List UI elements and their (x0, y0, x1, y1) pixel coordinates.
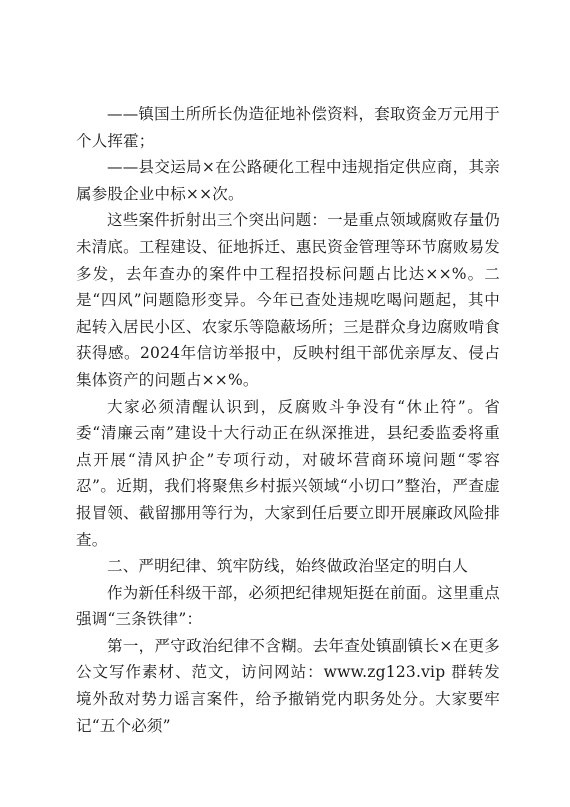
section-heading-discipline: 二、严明纪律、筑牢防线，始终做政治坚定的明白人 (107, 557, 469, 576)
paragraph-political-discipline: 第一，严守政治纪律不含糊。去年查处镇副镇长×在更多公文写作素材、范文，访问网站：www.zg123.vip 群转发境外敌对势力谣言案件，给予撤销党内职务处分。大家要牢记“五个必须” (76, 636, 500, 735)
paragraph-anti-corruption-awareness: 大家必须清醒认识到，反腐败斗争没有“休止符”。省委“清廉云南”建设十大行动正在纵深推进，县纪委监委将重点开展“清风护企”专项行动，对破坏营商环境问题“零容忍”。近期，我们将聚焦乡村振兴领域“小切口”整治，严查虚报冒领、截留挪用等行为，大家到任后要立即开展廉政风险排查。 (76, 397, 500, 549)
paragraph-new-cadres: 作为新任科级干部，必须把纪律规矩挺在前面。这里重点强调“三条铁律”： (76, 583, 500, 629)
document-body (76, 101, 500, 739)
paragraph-transport-bureau-case: ——县交运局×在公路硬化工程中违规指定供应商，其亲属参股企业中标××次。 (76, 158, 500, 203)
paragraph-three-problems: 这些案件折射出三个突出问题：一是重点领域腐败存量仍未清底。工程建设、征地拆迁、惠民资金管理等环节腐败易发多发，去年查办的案件中工程招投标问题占比达××%。二是“四风”问题隐形变异。今年已查处违规吃喝问题起，其中起转入居民小区、农家乐等隐蔽场所；三是群众身边腐败啃食获得感。2024年信访举报中，反映村组干部优亲厚友、侵占集体资产的问题占××%。 (76, 211, 500, 389)
paragraph-land-bureau-case: ——镇国土所所长伪造征地补偿资料，套取资金万元用于个人挥霍； (76, 105, 500, 150)
